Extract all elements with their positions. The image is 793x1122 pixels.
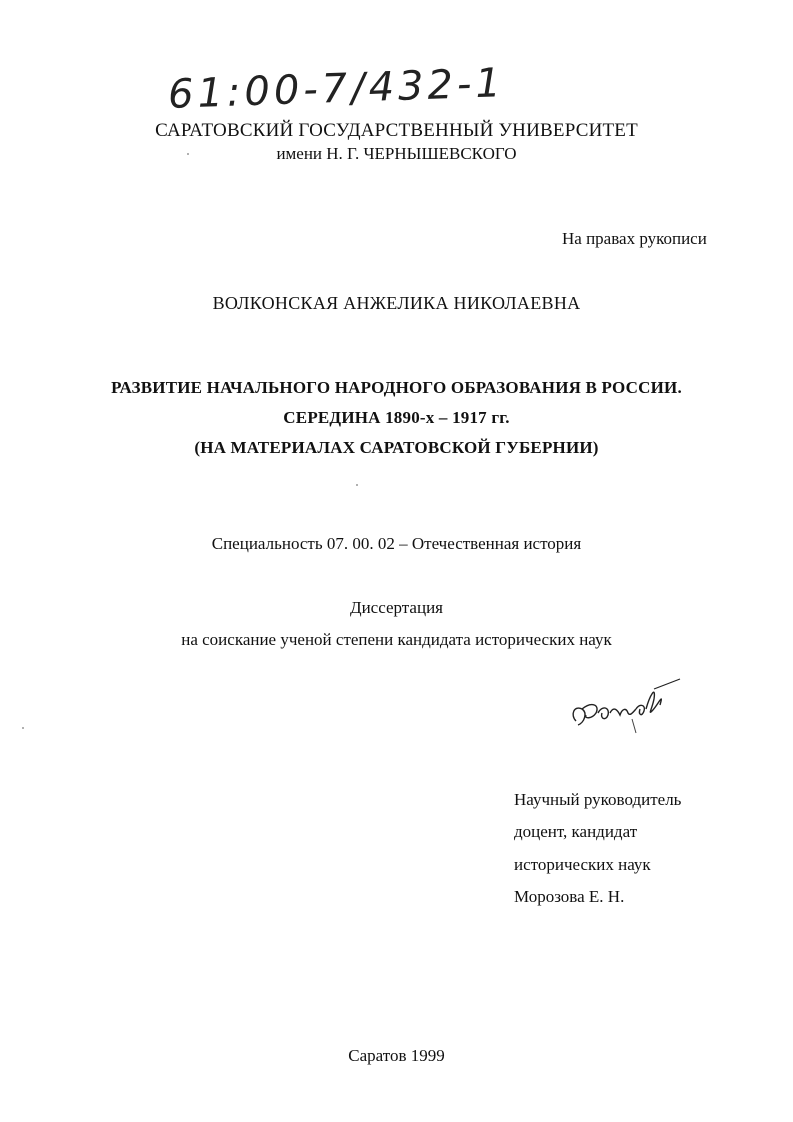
dissertation-degree: на соискание ученой степени кандидата исторических наук bbox=[181, 630, 612, 649]
supervisor-position: доцент, кандидат bbox=[514, 822, 638, 841]
supervisor-degree: исторических наук bbox=[514, 855, 651, 874]
dissertation-label: Диссертация bbox=[349, 598, 443, 617]
title-line-3: (НА МАТЕРИАЛАХ САРАТОВСКОЙ ГУБЕРНИИ) bbox=[194, 438, 599, 457]
supervisor-name: Морозова Е. Н. bbox=[514, 887, 625, 906]
place-and-year: Саратов 1999 bbox=[348, 1046, 445, 1065]
signature bbox=[562, 675, 682, 740]
scan-speck bbox=[187, 153, 189, 155]
title-line-2: СЕРЕДИНА 1890-х – 1917 гг. bbox=[283, 408, 510, 427]
manuscript-rights: На правах рукописи bbox=[562, 229, 707, 248]
university-named-after: имени Н. Г. ЧЕРНЫШЕВСКОГО bbox=[276, 144, 517, 163]
scan-speck bbox=[356, 484, 358, 486]
signature-scribble bbox=[562, 675, 682, 735]
scan-speck bbox=[22, 727, 24, 729]
author-name: ВОЛКОНСКАЯ АНЖЕЛИКА НИКОЛАЕВНА bbox=[212, 293, 581, 313]
specialty: Специальность 07. 00. 02 – Отечественная история bbox=[211, 534, 582, 553]
title-line-1: РАЗВИТИЕ НАЧАЛЬНОГО НАРОДНОГО ОБРАЗОВАНИЯ В РОССИИ. bbox=[111, 378, 682, 397]
archive-mark: 61:00-7/432-1 bbox=[167, 60, 506, 118]
university-name: САРАТОВСКИЙ ГОСУДАРСТВЕННЫЙ УНИВЕРСИТЕТ bbox=[155, 120, 638, 141]
supervisor-title: Научный руководитель bbox=[514, 790, 682, 809]
